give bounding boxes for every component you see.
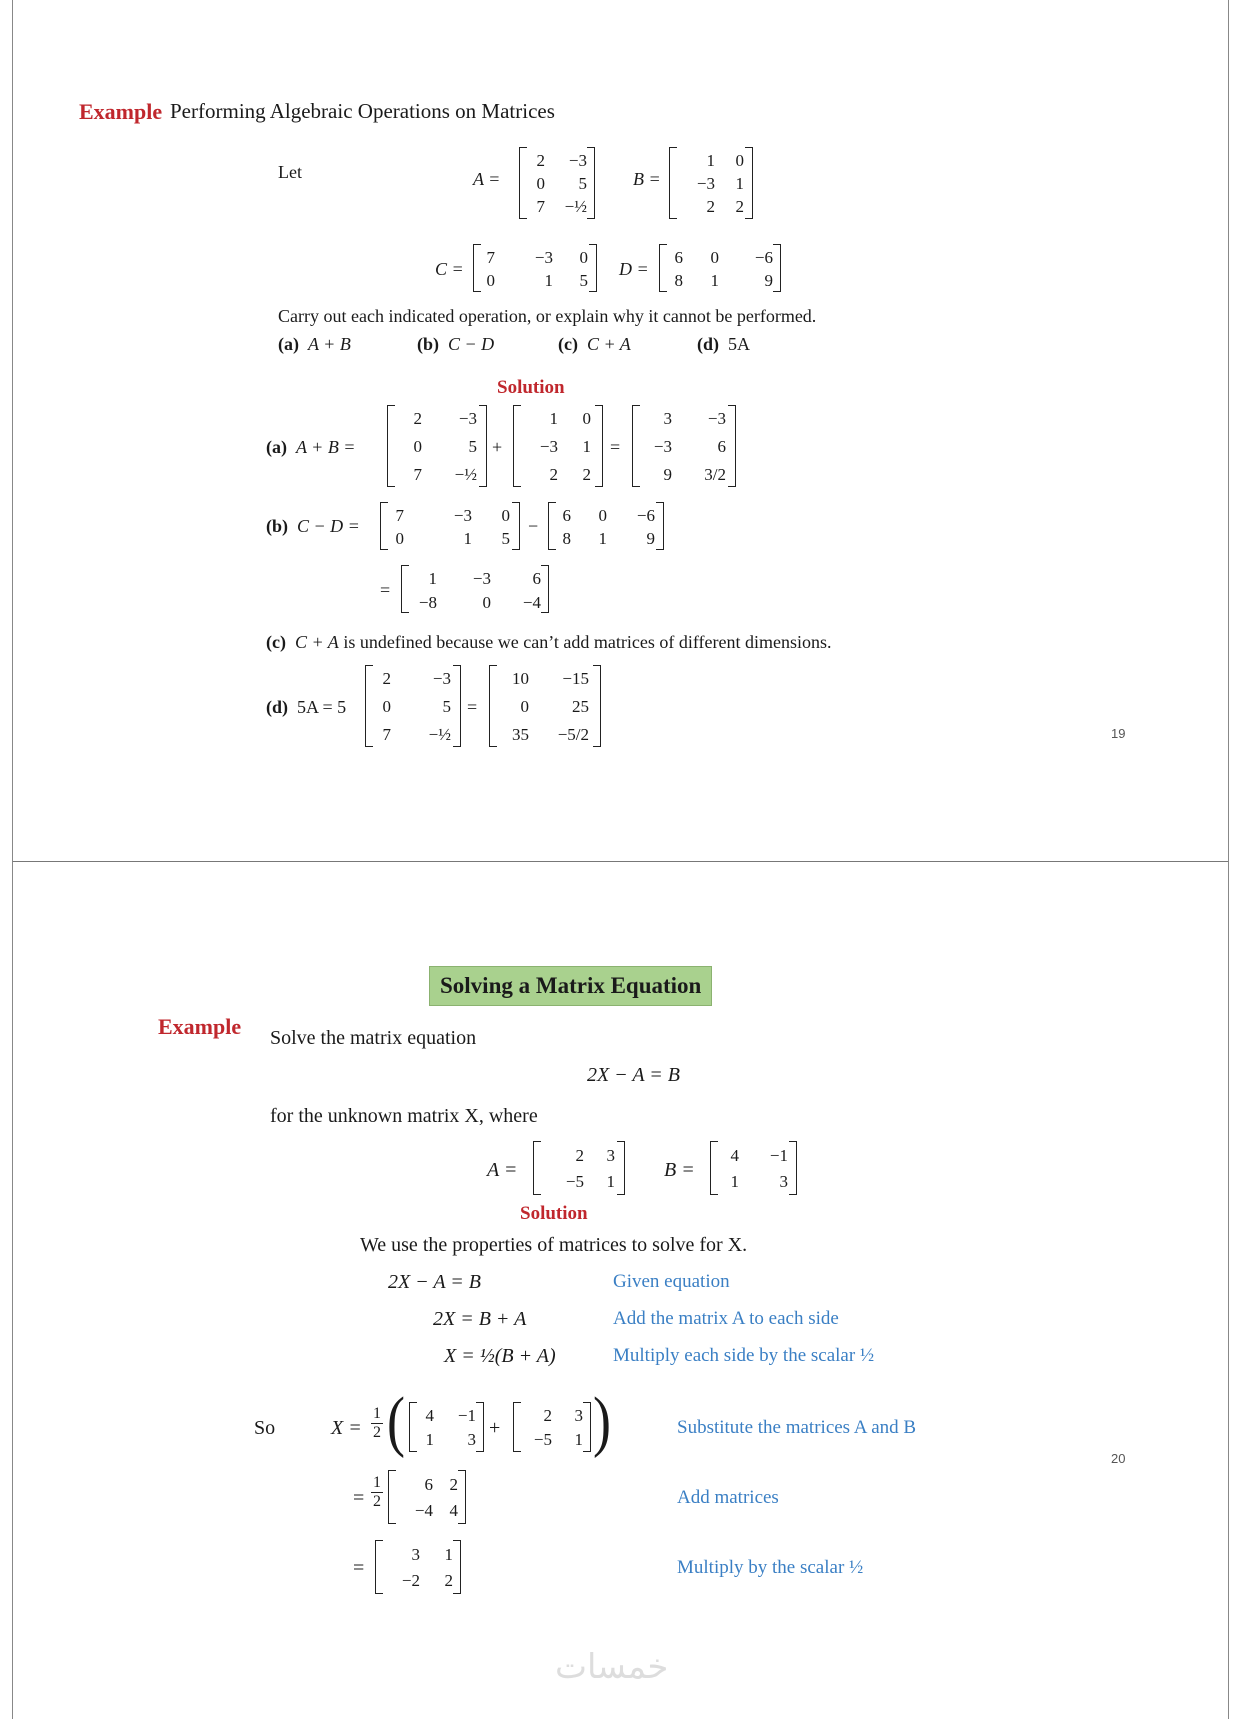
matrix-a-label: A = xyxy=(473,169,501,189)
slide-20 xyxy=(12,862,1229,1719)
matrix-a-label: A = xyxy=(487,1159,518,1181)
matrix-cell: 6 xyxy=(562,506,571,525)
slide-19 xyxy=(12,0,1229,863)
matrix-a xyxy=(533,1141,625,1195)
matrix-cell: 2 xyxy=(444,1571,453,1590)
matrix-cell: −4 xyxy=(414,1501,433,1520)
matrix-cell: 7 xyxy=(536,197,545,216)
matrix-cell: 0 xyxy=(536,174,545,193)
substitute-note: Substitute the matrices A and B xyxy=(677,1417,917,1438)
matrix-a xyxy=(387,405,487,487)
matrix-cell: −3 xyxy=(568,151,587,170)
matrix-b xyxy=(669,147,753,219)
equals-sign: = xyxy=(467,697,478,717)
matrix-cell: 6 xyxy=(532,569,541,588)
matrix-cell: −4 xyxy=(522,593,541,612)
matrix-cell: 1 xyxy=(606,1172,615,1191)
step-2-math: 2X = B + A xyxy=(433,1308,527,1330)
matrix-cell: 0 xyxy=(710,248,719,267)
matrix-cell: 2 xyxy=(449,1475,458,1494)
slide-heading: Solving a Matrix Equation xyxy=(429,966,712,1006)
half-fraction: 1 2 xyxy=(373,1405,381,1441)
matrix-cell: 0 xyxy=(486,271,495,290)
matrix-a xyxy=(513,1402,591,1452)
matrix-cell: −1 xyxy=(769,1146,788,1165)
plus-sign: + xyxy=(489,1417,501,1439)
matrix-cell: 3 xyxy=(574,1406,583,1425)
matrix-cell: 6 xyxy=(674,248,683,267)
matrix-cell: 0 xyxy=(735,151,744,170)
part-b: (b) C − D xyxy=(417,334,495,354)
matrix-b-label: B = xyxy=(664,1159,695,1181)
step-2-note: Add the matrix A to each side xyxy=(613,1308,839,1329)
matrix-cell: 4 xyxy=(730,1146,739,1165)
matrix-cell: −2 xyxy=(401,1571,420,1590)
matrix-cell: 9 xyxy=(663,465,672,484)
matrix-a xyxy=(519,147,595,219)
matrix-cell: 3 xyxy=(606,1146,615,1165)
matrix-cell: 1 xyxy=(582,437,591,456)
plus-sign: + xyxy=(492,437,503,457)
matrix-cell: −3 xyxy=(472,569,491,588)
matrix-cell: 2 xyxy=(543,1406,552,1425)
matrix-cell: −½ xyxy=(428,725,451,744)
matrix-c xyxy=(473,244,597,292)
matrix-cell: −5/2 xyxy=(557,725,589,744)
matrix-b-label: B = xyxy=(633,169,661,189)
matrix-cell: 0 xyxy=(582,409,591,428)
left-paren: ( xyxy=(387,1383,405,1459)
instruction-text: Carry out each indicated operation, or explain why it cannot be performed. xyxy=(278,306,817,326)
equals-sign: = xyxy=(353,1557,365,1579)
matrix-cell: −3 xyxy=(539,437,558,456)
properties-text: We use the properties of matrices to solve for X. xyxy=(360,1234,748,1256)
matrix-cell: −15 xyxy=(562,669,589,688)
matrix-cell: 3 xyxy=(467,1430,476,1449)
matrix-cell: 5 xyxy=(578,174,587,193)
page-number: 19 xyxy=(1111,726,1126,741)
matrix-cell: 1 xyxy=(463,529,472,548)
matrix-c xyxy=(380,502,520,550)
matrix-cell: 35 xyxy=(512,725,529,744)
half-fraction: 1 2 xyxy=(373,1474,381,1510)
matrix-cell: 1 xyxy=(549,409,558,428)
matrix-b xyxy=(409,1402,484,1452)
step-3-note: Multiply each side by the scalar ½ xyxy=(613,1345,875,1366)
matrix-cell: −3 xyxy=(458,409,477,428)
matrix-cell: 25 xyxy=(572,697,589,716)
matrix-cell: 5 xyxy=(442,697,451,716)
matrix-cell: 6 xyxy=(424,1475,433,1494)
matrix-cell: 10 xyxy=(512,669,529,688)
solution-b-label: (b) C − D = xyxy=(266,516,360,536)
example-label: Example xyxy=(79,99,163,124)
matrix-d-label: D = xyxy=(619,259,649,279)
matrix-c-label: C = xyxy=(435,259,464,279)
let-label: Let xyxy=(278,162,302,182)
step-1-math: 2X − A = B xyxy=(388,1271,481,1293)
matrix-cell: 0 xyxy=(395,529,404,548)
matrix-cell: 2 xyxy=(582,465,591,484)
matrix-cell: 0 xyxy=(579,248,588,267)
solution-label: Solution xyxy=(520,1203,588,1224)
matrix-cell: 0 xyxy=(501,506,510,525)
matrix-cell: 2 xyxy=(382,669,391,688)
x-equals: X = xyxy=(331,1417,362,1439)
matrix-5a xyxy=(489,665,601,747)
equals-sign: = xyxy=(380,580,391,600)
matrix-cell: 2 xyxy=(549,465,558,484)
matrix-cell: 0 xyxy=(520,697,529,716)
matrix-sum xyxy=(388,1470,466,1524)
matrix-a-plus-b xyxy=(632,405,736,487)
matrix-cell: −½ xyxy=(564,197,587,216)
matrix-cell: 8 xyxy=(562,529,571,548)
step-1-note: Given equation xyxy=(613,1271,730,1292)
part-c: (c) C + A xyxy=(558,334,631,354)
matrix-cell: 7 xyxy=(382,725,391,744)
matrix-c-minus-d xyxy=(401,565,549,613)
matrix-cell: 5 xyxy=(468,437,477,456)
solution-c: (c) C + A is undefined because we can’t add matrices of different dimensions. xyxy=(266,632,832,652)
intro-text: Solve the matrix equation xyxy=(270,1027,477,1049)
equals-sign: = xyxy=(610,437,621,457)
matrix-cell: 3 xyxy=(663,409,672,428)
matrix-cell: 7 xyxy=(486,248,495,267)
matrix-cell: 2 xyxy=(735,197,744,216)
matrix-cell: −5 xyxy=(565,1172,584,1191)
right-paren: ) xyxy=(593,1383,611,1459)
matrix-cell: 1 xyxy=(425,1430,434,1449)
add-matrices-note: Add matrices xyxy=(677,1487,779,1508)
example-title: Performing Algebraic Operations on Matrices xyxy=(170,99,555,123)
matrix-cell: 6 xyxy=(717,437,726,456)
matrix-cell: 7 xyxy=(413,465,422,484)
matrix-cell: 4 xyxy=(425,1406,434,1425)
matrix-cell: 1 xyxy=(598,529,607,548)
for-text: for the unknown matrix X, where xyxy=(270,1105,538,1127)
matrix-cell: 9 xyxy=(646,529,655,548)
equals-sign: = xyxy=(353,1487,365,1509)
matrix-cell: 1 xyxy=(444,1545,453,1564)
matrix-cell: 2 xyxy=(706,197,715,216)
multiply-scalar-note: Multiply by the scalar ½ xyxy=(677,1557,864,1578)
matrix-cell: −3 xyxy=(653,437,672,456)
matrix-cell: 7 xyxy=(395,506,404,525)
matrix-equation: 2X − A = B xyxy=(587,1064,680,1086)
matrix-cell: −8 xyxy=(418,593,437,612)
matrix-d xyxy=(659,244,781,292)
matrix-cell: −6 xyxy=(636,506,655,525)
matrix-cell: −6 xyxy=(754,248,773,267)
matrix-d xyxy=(548,502,664,550)
matrix-cell: 0 xyxy=(598,506,607,525)
matrix-cell: −3 xyxy=(696,174,715,193)
matrix-cell: 1 xyxy=(730,1172,739,1191)
step-3-math: X = ½(B + A) xyxy=(444,1345,556,1367)
matrix-cell: 1 xyxy=(710,271,719,290)
matrix-cell: 0 xyxy=(482,593,491,612)
matrix-cell: 2 xyxy=(575,1146,584,1165)
matrix-cell: 1 xyxy=(706,151,715,170)
matrix-cell: 3 xyxy=(779,1172,788,1191)
matrix-cell: 0 xyxy=(382,697,391,716)
matrix-cell: −3 xyxy=(707,409,726,428)
matrix-cell: 1 xyxy=(428,569,437,588)
part-d: (d) 5A xyxy=(697,334,750,354)
page-number: 20 xyxy=(1111,1451,1126,1466)
matrix-cell: 4 xyxy=(449,1501,458,1520)
matrix-b xyxy=(513,405,603,487)
example-label: Example xyxy=(158,1014,242,1039)
watermark-logo: خمسات xyxy=(555,1647,669,1687)
solution-a-label: (a) A + B = xyxy=(266,437,356,457)
matrix-cell: 1 xyxy=(574,1430,583,1449)
matrix-cell: −1 xyxy=(457,1406,476,1425)
solution-label: Solution xyxy=(497,377,565,398)
matrix-cell: 8 xyxy=(674,271,683,290)
matrix-cell: 1 xyxy=(735,174,744,193)
matrix-cell: 0 xyxy=(413,437,422,456)
matrix-cell: 5 xyxy=(501,529,510,548)
minus-sign: − xyxy=(528,516,539,536)
part-a: (a) A + B xyxy=(278,334,351,354)
so-label: So xyxy=(254,1417,276,1439)
matrix-result xyxy=(375,1540,461,1594)
matrix-cell: 2 xyxy=(536,151,545,170)
matrix-a xyxy=(365,665,461,747)
matrix-cell: −3 xyxy=(534,248,553,267)
solution-d-label: (d) 5A = 5 xyxy=(266,697,347,717)
matrix-cell: 1 xyxy=(544,271,553,290)
matrix-cell: −½ xyxy=(454,465,477,484)
matrix-cell: 3 xyxy=(411,1545,420,1564)
matrix-cell: −3 xyxy=(453,506,472,525)
matrix-cell: 5 xyxy=(579,271,588,290)
matrix-cell: 2 xyxy=(413,409,422,428)
matrix-cell: 3/2 xyxy=(704,465,726,484)
matrix-cell: −5 xyxy=(533,1430,552,1449)
matrix-cell: 9 xyxy=(764,271,773,290)
matrix-b xyxy=(710,1141,797,1195)
matrix-cell: −3 xyxy=(432,669,451,688)
